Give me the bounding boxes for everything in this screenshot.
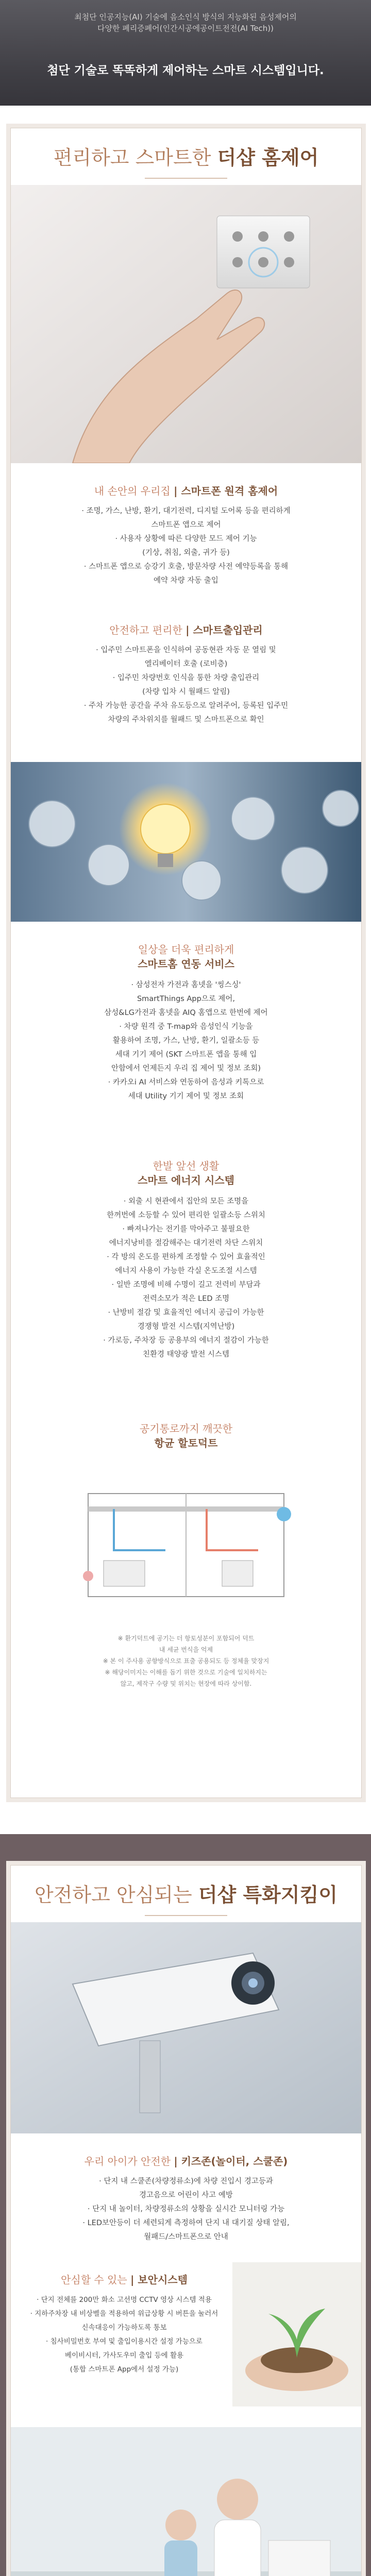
list-item: · 조명, 가스, 난방, 환기, 대기전력, 디지털 도어록 등을 편리하게 xyxy=(81,507,291,515)
section-title xyxy=(11,1879,361,1907)
list-item: 에너지낭비를 절감해주는 대기전력 차단 스위치 xyxy=(109,1239,263,1247)
feature-heading xyxy=(31,623,341,637)
heading-lead: 안심할 수 있는 xyxy=(61,2274,127,2286)
list-item: (차량 입차 시 월패드 알림) xyxy=(142,688,230,696)
list-item: · 주차 가능한 공간을 주차 유도등으로 알려주어, 등록된 입주민 xyxy=(83,702,289,710)
note-item: 않고, 제작구 수량 및 위치는 현장에 따라 상이함. xyxy=(120,1680,252,1687)
list-item: · 일반 조명에 비해 수명이 길고 전력비 부담과 xyxy=(111,1281,261,1289)
family-photo xyxy=(11,2427,361,2576)
list-item: 차량의 주차위치를 월패드 및 스마트폰으로 확인 xyxy=(108,716,264,724)
heading-lead: 공기통로까지 깨끗한 xyxy=(139,1422,233,1435)
hero-intro xyxy=(41,11,330,34)
heading-lead: 일상을 더욱 편리하게 xyxy=(138,943,234,956)
heading-main: 항균 할토덕트 xyxy=(154,1437,218,1449)
feature-list xyxy=(31,1195,341,1362)
light-bulbs-photo xyxy=(11,762,361,922)
list-item: 예약 차량 자동 출입 xyxy=(154,577,218,585)
list-item: 경고음으로 어린이 사고 예방 xyxy=(139,2191,233,2199)
hero-headline: 첨단 기술로 똑똑하게 제어하는 스마트 시스템입니다. xyxy=(47,64,324,77)
list-item: 신속대응이 가능하도록 통보 xyxy=(81,2324,167,2332)
note-item: ※ 본 이 주사용 공향방식으로 표출 공용되도 등 정체율 맞장지 xyxy=(103,1657,269,1665)
feature-heading xyxy=(31,1159,341,1188)
list-item: · 사용자 상황에 따른 다양한 모드 제어 기능 xyxy=(115,535,257,543)
hero-intro-line: 최첨단 인공지능(AI) 기술에 음소인식 방식의 지능화된 음성제어의 xyxy=(74,12,297,22)
list-item: · 외출 시 현관에서 집안의 모든 조명을 xyxy=(123,1197,249,1206)
hero-banner xyxy=(0,0,371,106)
list-item: 삼성&LG가전과 홈넷을 AIQ 홈앱으로 한번에 제어 xyxy=(104,1009,268,1017)
list-item: · 빠져나가는 전기를 막아주고 불필요한 xyxy=(122,1225,250,1233)
feature-heading xyxy=(31,942,341,971)
feature-list xyxy=(31,504,341,588)
note-item: 내 세균 번식을 억제 xyxy=(159,1646,213,1653)
list-item: · 지하주차장 내 비상벨을 적용하여 위급상황 시 버튼을 눌러서 xyxy=(30,2310,218,2318)
list-item: · 스마트폰 앱으로 승강기 호출, 방문차량 사전 예약등록을 통해 xyxy=(83,563,289,571)
hero-intro-line: 다양한 폐리증폐어(인간시공에공이트전전(AI Tech)) xyxy=(97,24,274,33)
feature-heading xyxy=(31,2273,217,2287)
list-item: 베이비시터, 가사도우미 출입 등에 활용 xyxy=(64,2351,184,2360)
feature-list xyxy=(31,643,341,727)
duct-diagram xyxy=(73,1463,299,1617)
section-title-bold: 더샵 홈제어 xyxy=(217,146,319,169)
list-item: · 침사비밀번호 부여 및 출입이용시간 설정 가능으로 xyxy=(46,2337,203,2346)
heading-main: 스마트 에너지 시스템 xyxy=(138,1174,234,1187)
list-item: 활용하여 조명, 가스, 난방, 환기, 일괄소등 등 xyxy=(112,1037,260,1045)
heading-main: | 스마트출입관리 xyxy=(185,624,263,636)
list-item: 친환경 태양광 발전 시스템 xyxy=(143,1350,229,1359)
list-item: SmartThings App으로 제어, xyxy=(137,995,235,1003)
feature-heading xyxy=(31,1421,341,1450)
note-item: ※ 해당이미지는 이해를 돕기 위한 것으로 기술에 일치하지는 xyxy=(105,1669,267,1676)
list-item: (기상, 취침, 외출, 귀가 등) xyxy=(142,549,230,557)
hands-plant-photo xyxy=(232,2262,361,2406)
feature-list xyxy=(31,2175,341,2244)
list-item: · 각 방의 온도를 편하게 조정할 수 있어 효율적인 xyxy=(107,1253,265,1261)
heading-main: | 보안시스템 xyxy=(130,2274,188,2286)
list-item: · LED보안등이 더 세련되게 측정하여 단지 내 대기질 상태 알림, xyxy=(82,2219,290,2227)
list-item: · 카카오i AI 서비스와 연동하여 음성과 키톡으로 xyxy=(108,1078,264,1087)
list-item: 에너지 사용이 가능한 각실 온도조절 시스템 xyxy=(115,1267,257,1275)
heading-lead: 안전하고 편리한 xyxy=(109,624,182,636)
list-item: · 단지 내 놀이터, 차량정류소의 상황을 실시간 모니터링 가능 xyxy=(87,2205,285,2213)
list-item: 월패드/스마트폰으로 안내 xyxy=(144,2233,228,2241)
note-item: ※ 환기덕트에 공기는 더 항토성분이 포함되어 덕트 xyxy=(117,1635,255,1642)
feature-heading xyxy=(31,2154,341,2168)
list-item: · 입주민 스마트폰을 인식하여 공동현관 자동 문 열림 및 xyxy=(96,646,276,654)
feature-list xyxy=(31,978,341,1104)
section-title-bold: 더샵 특화지킴이 xyxy=(198,1884,338,1906)
list-item: 경쟁형 발전 시스템(지역난방) xyxy=(137,1323,235,1331)
heading-lead: 한발 앞선 생활 xyxy=(153,1160,220,1172)
smart-home-section xyxy=(10,128,362,1798)
list-item: 세대 기기 제어 (SKT 스마트폰 앱을 통해 입 xyxy=(115,1050,257,1059)
section-title-pre: 안전하고 안심되는 xyxy=(34,1884,192,1906)
feature-heading xyxy=(31,484,341,498)
list-item: · 입주민 차량번호 인식을 통한 차량 출입관리 xyxy=(112,674,260,682)
list-item: 스마트폰 앱으로 제어 xyxy=(151,521,221,529)
list-item: 한꺼번에 소등할 수 있어 편리한 일괄소등 스위치 xyxy=(107,1211,265,1219)
note-list xyxy=(31,1633,341,1689)
touch-panel-photo xyxy=(11,185,361,463)
list-item: (통합 스마트폰 App에서 설정 가능) xyxy=(70,2365,179,2374)
list-item: · 가로등, 주차장 등 공용부의 에너지 절감이 가능한 xyxy=(103,1336,269,1345)
heading-main: | 키즈존(놀이터, 스쿨존) xyxy=(174,2155,288,2167)
title-divider xyxy=(145,178,227,179)
list-item: · 차량 원격 중 T-map와 음성인식 기능을 xyxy=(119,1023,253,1031)
list-item: 엘리베이터 호출 (로비층) xyxy=(144,660,228,668)
section-title xyxy=(11,142,361,170)
heading-main: | 스마트폰 원격 홈제어 xyxy=(174,485,278,497)
title-divider xyxy=(145,1915,227,1916)
section-title-pre: 편리하고 스마트한 xyxy=(53,146,211,169)
heading-lead: 우리 아이가 안전한 xyxy=(84,2155,171,2167)
feature-list xyxy=(21,2293,227,2377)
safety-section xyxy=(10,1865,362,2576)
cctv-photo xyxy=(11,1922,361,2133)
list-item: 안함에서 언제든지 우리 집 제어 및 정보 조회) xyxy=(111,1064,261,1073)
list-item: · 난방비 절감 및 효율적인 에너지 공급이 가능한 xyxy=(108,1309,264,1317)
list-item: · 단지 전체를 200만 화소 고선명 CCTV 영상 시스템 적용 xyxy=(37,2296,212,2304)
list-item: · 삼성전자 가전과 홈넷을 '씽스싱' xyxy=(131,981,241,989)
heading-lead: 내 손안의 우리집 xyxy=(94,485,171,497)
list-item: 세대 Utility 기기 제어 및 정보 조회 xyxy=(128,1092,244,1100)
list-item: · 단지 내 스쿨존(차량정류소)에 차량 진입시 경고등과 xyxy=(99,2177,273,2185)
list-item: 전력소모가 적은 LED 조명 xyxy=(142,1295,230,1303)
heading-main: 스마트홈 연동 서비스 xyxy=(138,958,234,970)
